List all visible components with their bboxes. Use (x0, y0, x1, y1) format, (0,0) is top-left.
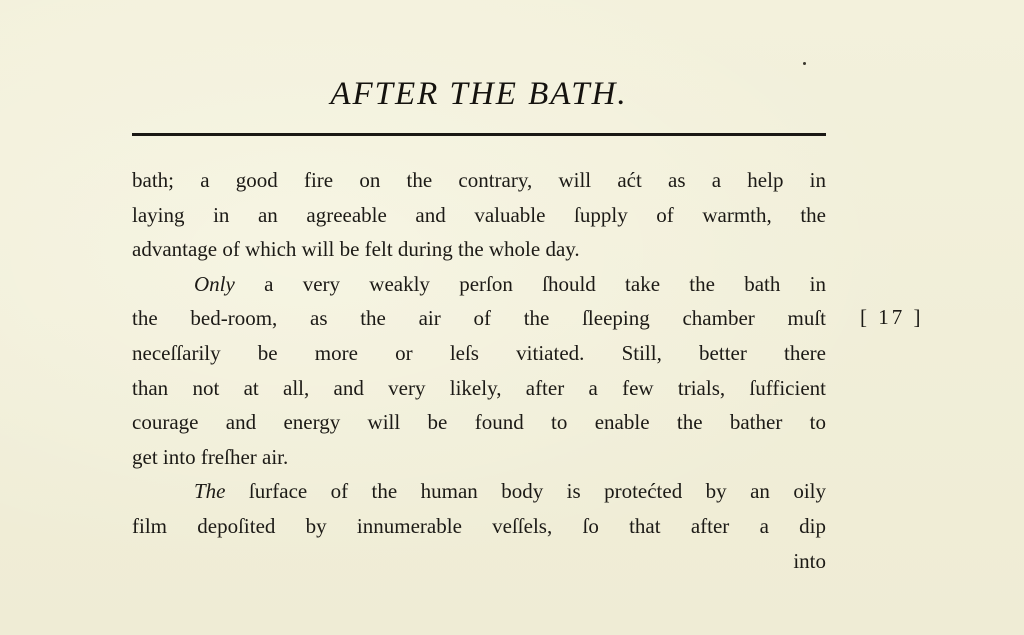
text-line: the bed-room, as the air of the ſleeping chamber muſt (132, 306, 826, 331)
text-line-rest: ſurface of the human body is protećted by an oily (225, 479, 826, 504)
paragraph-start-line (132, 267, 826, 302)
paragraph-start-line (132, 474, 826, 509)
text-line: film depoſited by innumerable veſſels, ſo that after a dip (132, 513, 826, 538)
text-line: neceſſarily be more or leſs vitiated. Still, better there (132, 340, 826, 365)
text-line: bath; a good fire on the contrary, will aćt as a help in (132, 168, 826, 192)
catchword: into (793, 548, 826, 573)
italic-lead-word: Only (194, 271, 235, 296)
ink-speck (803, 62, 806, 65)
text-line: than not at all, and very likely, after a few trials, ſufficient (132, 375, 826, 400)
text-line: get into freſher air. (132, 444, 289, 469)
running-head: AFTER THE BATH. (330, 76, 628, 112)
text-line: courage and energy will be found to enable the bather to (132, 410, 826, 435)
page-number: [ 17 ] (860, 305, 924, 329)
head-rule (132, 133, 826, 136)
text-line-rest: a very weakly perſon ſhould take the bath in (234, 271, 826, 296)
text-line: laying in an agreeable and valuable ſupply of warmth, the (132, 202, 826, 227)
body-text (132, 163, 826, 578)
text-line: advantage of which will be felt during the whole day. (132, 237, 580, 262)
italic-lead-word: The (194, 479, 226, 504)
